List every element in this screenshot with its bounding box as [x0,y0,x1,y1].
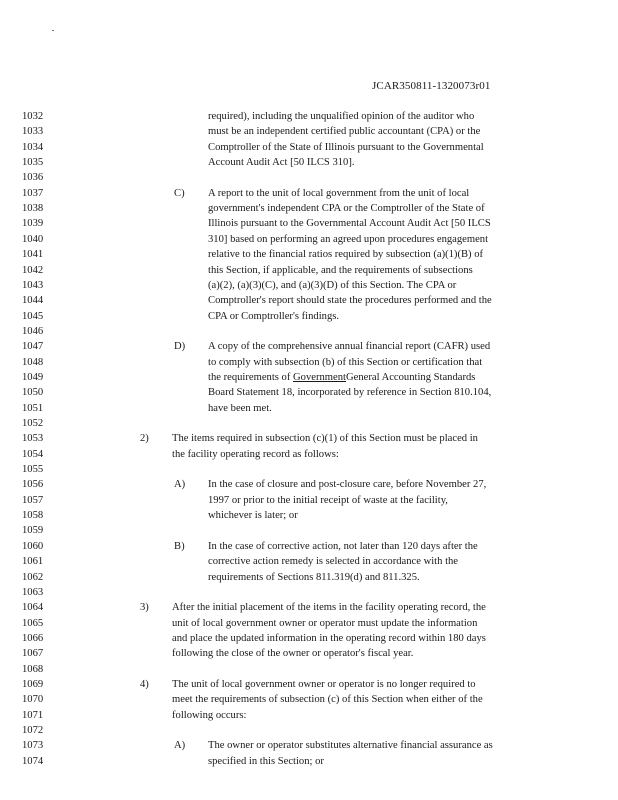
line-number: 1037 [22,187,44,199]
line-number: 1050 [22,387,44,399]
document-line [22,217,618,231]
line-text [172,647,413,661]
list-marker: 2) [140,433,149,445]
line-number: 1056 [22,479,44,491]
line-text-main: and place the updated information in the operating record within 180 days [172,632,486,644]
line-number: 1068 [22,663,44,675]
line-number: 1055 [22,464,44,476]
line-text [172,678,476,692]
document-line [22,171,618,185]
line-number: 1040 [22,233,44,245]
document-line [22,264,618,278]
line-text [172,432,478,446]
line-text-main: following occurs: [172,709,247,721]
line-text [208,494,448,508]
line-number: 1070 [22,694,44,706]
line-text [208,402,272,416]
line-number: 1074 [22,755,44,767]
line-number: 1058 [22,510,44,522]
line-text [208,156,355,170]
line-number: 1071 [22,709,44,721]
line-text-main: the requirements of [208,371,294,383]
line-text-main: The items required in subsection (c)(1) of this Section must be placed in [172,433,478,445]
list-marker: A) [174,740,186,752]
document-line [22,586,618,600]
document-line [22,540,618,554]
line-text [208,294,492,308]
line-text-main: requirements of Sections 811.319(d) and 811.325. [208,571,420,583]
line-text [208,202,485,216]
line-text-main: to comply with subsection (b) of this Section or certification that [208,356,483,368]
line-number: 1067 [22,648,44,660]
document-line [22,632,618,646]
document-line [22,402,618,416]
line-number: 1034 [22,141,44,153]
line-text [172,709,246,723]
line-text [208,233,488,247]
line-number: 1063 [22,586,44,598]
line-text [172,448,339,462]
line-number: 1047 [22,341,44,353]
line-text-main: the facility operating record as follows: [172,448,339,460]
line-text-main: government's independent CPA or the Comptroller of the State of [208,203,485,215]
line-text-main: 1997 or prior to the initial receipt of waste at the facility, [208,494,448,506]
document-line [22,371,618,385]
line-text-main: The owner or operator substitutes alternative financial assurance as [208,740,493,752]
line-number: 1046 [22,325,44,337]
document-line [22,386,618,400]
line-number: 1049 [22,371,44,383]
line-text-main: whichever is later; or [208,510,298,522]
line-text-main: corrective action remedy is selected in accordance with the [208,556,459,568]
line-text-main: Board Statement 18, incorporated by reference in Section 810.104, [208,387,492,399]
line-text [208,386,491,400]
list-marker: A) [174,479,186,491]
list-marker: D) [174,341,186,353]
line-number: 1066 [22,632,44,644]
scan-speck [52,30,54,31]
line-text [208,755,324,769]
line-text [208,141,484,155]
document-line [22,571,618,585]
document-line [22,156,618,170]
line-text-main: Comptroller's report should state the procedures performed and the [208,295,492,307]
line-number: 1059 [22,525,44,537]
document-line [22,248,618,262]
document-line [22,310,618,324]
line-text-main: Comptroller of the State of Illinois pursuant to the Governmental [208,141,484,153]
line-number: 1061 [22,556,44,568]
document-line [22,202,618,216]
document-line [22,663,618,677]
document-line [22,125,618,139]
line-text-main: Illinois pursuant to the Governmental Account Audit Act [50 ILCS [208,218,491,230]
line-number: 1044 [22,295,44,307]
line-number: 1060 [22,540,44,552]
line-text [208,356,482,370]
line-text-continued: General Accounting Standards [345,371,476,383]
line-text [208,509,298,523]
document-line [22,755,618,769]
line-number: 1073 [22,740,44,752]
line-text-main: CPA or Comptroller's findings. [208,310,340,322]
document-line [22,509,618,523]
line-text [172,601,486,615]
document-line [22,647,618,661]
line-text [208,279,456,293]
line-text-main: In the case of closure and post-closure care, before November 27, [208,479,487,491]
line-number: 1069 [22,678,44,690]
document-line [22,141,618,155]
document-line [22,494,618,508]
list-marker: 4) [140,678,149,690]
line-text-main: unit of local government owner or operator must update the information [172,617,478,629]
line-number: 1052 [22,418,44,429]
inserted-text: Government [293,371,346,383]
line-number: 1053 [22,433,44,445]
line-number: 1048 [22,356,44,368]
line-number: 1032 [22,111,44,122]
document-line [22,709,618,723]
list-marker: 3) [140,602,149,614]
document-line [22,432,618,446]
line-text-main: Account Audit Act [50 ILCS 310]. [208,157,355,169]
document-line [22,463,618,477]
line-text [208,371,475,385]
line-text-main: The unit of local government owner or operator is no longer required to [172,678,476,690]
document-line [22,294,618,308]
line-text [208,187,469,201]
line-text [172,632,486,646]
line-number: 1064 [22,602,44,614]
line-text [208,739,493,753]
document-line [22,340,618,354]
line-number: 1035 [22,157,44,169]
line-text [208,264,473,278]
line-number: 1072 [22,725,44,736]
line-text-main: following the close of the owner or operator's fiscal year. [172,648,414,660]
line-number: 1045 [22,310,44,322]
line-number: 1039 [22,218,44,230]
line-number: 1033 [22,126,44,138]
line-number: 1036 [22,172,44,184]
document-line [22,110,618,124]
line-number: 1043 [22,279,44,291]
line-text-main: A report to the unit of local government from the unit of local [208,187,470,199]
document-line [22,356,618,370]
document-line [22,325,618,339]
line-number: 1038 [22,203,44,215]
line-text-main: A copy of the comprehensive annual financial report (CAFR) used [208,341,491,353]
line-text [208,340,490,354]
document-line [22,478,618,492]
line-text [208,555,458,569]
document-line [22,448,618,462]
line-number: 1041 [22,249,44,261]
line-text [208,248,483,262]
line-text [208,478,486,492]
document-id: JCAR350811-1320073r01 [372,80,491,92]
line-text-main: this Section, if applicable, and the requirements of subsections [208,264,473,276]
line-text-main: After the initial placement of the items in the facility operating record, the [172,602,486,614]
line-text [208,125,480,139]
line-text [208,310,339,324]
line-text-main: must be an independent certified public accountant (CPA) or the [208,126,481,138]
list-marker: C) [174,187,185,199]
line-text-main: In the case of corrective action, not later than 120 days after the [208,540,478,552]
document-line [22,724,618,738]
document-line [22,417,618,431]
line-text-main: have been met. [208,402,272,414]
line-number: 1062 [22,571,44,583]
line-number: 1057 [22,494,44,506]
document-line [22,555,618,569]
line-text-main: (a)(2), (a)(3)(C), and (a)(3)(D) of this Section. The CPA or [208,279,457,291]
line-text [208,571,420,585]
line-text [208,540,478,554]
line-number: 1054 [22,448,44,460]
document-line [22,739,618,753]
document-line [22,601,618,615]
line-text-main: 310] based on performing an agreed upon procedures engagement [208,233,489,245]
document-line [22,678,618,692]
line-number: 1065 [22,617,44,629]
line-text-main: required), including the unqualified opinion of the auditor who [208,111,475,122]
line-text-main: meet the requirements of subsection (c) of this Section when either of the [172,694,483,706]
line-number: 1042 [22,264,44,276]
list-marker: B) [174,540,185,552]
line-text [172,693,483,707]
document-line [22,524,618,538]
line-text [172,617,477,631]
document-line [22,617,618,631]
document-line [22,693,618,707]
document-line [22,187,618,201]
line-text [208,217,491,231]
document-line [22,233,618,247]
document-line [22,279,618,293]
line-number: 1051 [22,402,44,414]
line-text-main: specified in this Section; or [208,755,324,767]
line-text [208,110,474,124]
line-text-main: relative to the financial ratios required by subsection (a)(1)(B) of [208,249,484,261]
